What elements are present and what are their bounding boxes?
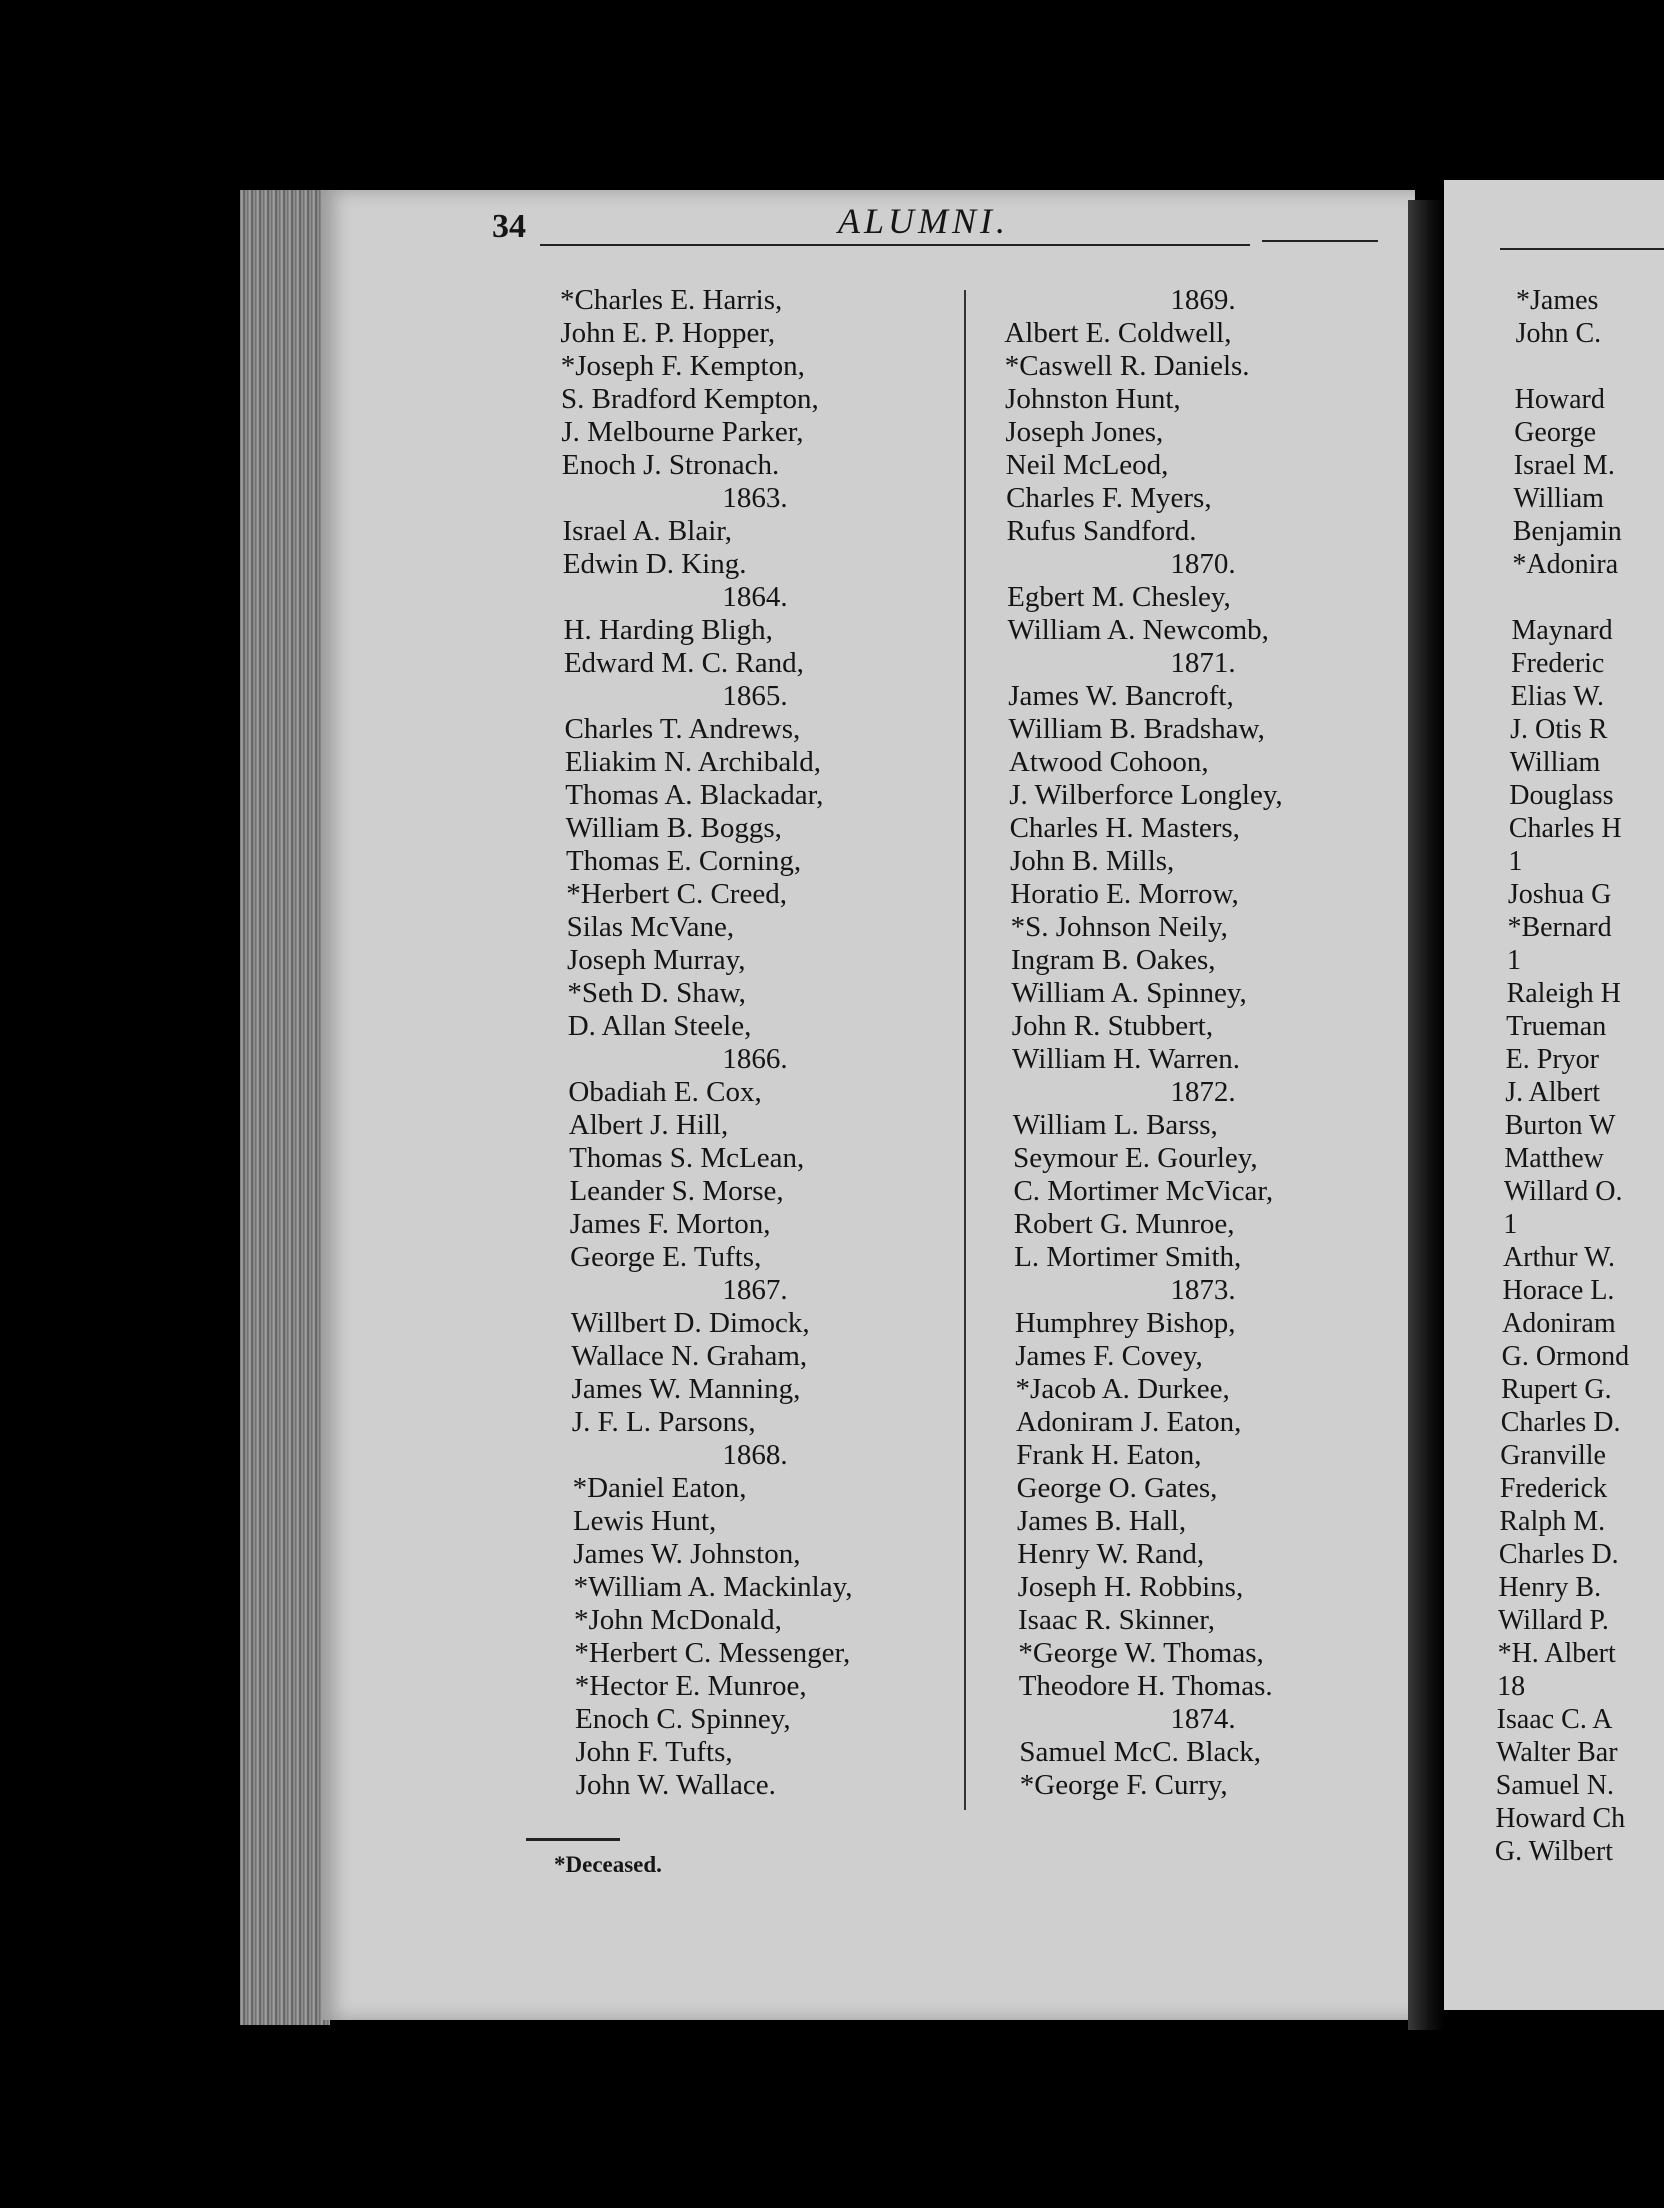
alumnus-name: Isaac R. Skinner, bbox=[1018, 1604, 1215, 1636]
next-page-line: Horace L. bbox=[1502, 1275, 1615, 1306]
next-page-line: Douglass bbox=[1509, 780, 1614, 811]
alumnus-name: Willbert D. Dimock, bbox=[570, 1307, 810, 1339]
next-page-line: Frederick bbox=[1499, 1473, 1608, 1504]
next-page-line bbox=[1515, 350, 1629, 383]
alumnus-name: Charles H. Masters, bbox=[1009, 812, 1240, 844]
page-number: 34 bbox=[492, 208, 526, 245]
next-page-line: John C. bbox=[1515, 318, 1602, 349]
alumnus-name: John F. Tufts, bbox=[575, 1736, 733, 1768]
alumnus-name: C. Mortimer McVicar, bbox=[1013, 1175, 1274, 1207]
alumnus-name: William H. Warren. bbox=[1012, 1043, 1240, 1075]
alumnus-name: *Herbert C. Creed, bbox=[566, 878, 787, 910]
alumnus-name: George E. Tufts, bbox=[570, 1241, 762, 1273]
alumnus-name: John R. Stubbert, bbox=[1011, 1010, 1214, 1042]
class-year-heading: 1863. bbox=[722, 482, 788, 514]
alumnus-name: D. Allan Steele, bbox=[567, 1010, 752, 1042]
alumnus-name: Ingram B. Oakes, bbox=[1011, 944, 1216, 976]
alumnus-name: Seymour E. Gourley, bbox=[1013, 1142, 1258, 1174]
next-page-line: Trueman bbox=[1506, 1011, 1607, 1042]
running-title: ALUMNI. bbox=[838, 201, 1009, 241]
alumnus-name: J. Wilberforce Longley, bbox=[1009, 779, 1283, 811]
next-page-line: 1 bbox=[1507, 945, 1521, 976]
class-year-heading: 1873. bbox=[1170, 1274, 1236, 1306]
alumnus-name: Joseph H. Robbins, bbox=[1017, 1571, 1244, 1603]
next-page-line: *Adonira bbox=[1512, 549, 1619, 580]
alumnus-name: Rufus Sandford. bbox=[1006, 515, 1197, 547]
alumnus-name: Obadiah E. Cox, bbox=[568, 1076, 762, 1108]
alumnus-name: Wallace N. Graham, bbox=[571, 1340, 808, 1372]
alumnus-name: Horatio E. Morrow, bbox=[1010, 878, 1239, 910]
alumnus-name: *Joseph F. Kempton, bbox=[560, 350, 805, 382]
left-name-column bbox=[560, 284, 950, 1802]
class-year-heading: 1868. bbox=[722, 1439, 788, 1471]
alumnus-name: H. Harding Bligh, bbox=[563, 614, 773, 646]
alumnus-name: *George F. Curry, bbox=[1019, 1769, 1228, 1801]
alumnus-name: Adoniram J. Eaton, bbox=[1015, 1406, 1242, 1438]
alumnus-name: Albert J. Hill, bbox=[568, 1109, 729, 1141]
alumnus-name: *William A. Mackinlay, bbox=[573, 1571, 853, 1603]
next-page-line: *H. Albert bbox=[1497, 1638, 1616, 1669]
next-page-line: Maynard bbox=[1511, 615, 1613, 646]
next-page-line: Henry B. bbox=[1498, 1572, 1602, 1603]
next-page-line: Isaac C. A bbox=[1496, 1704, 1613, 1735]
alumnus-name: *John McDonald, bbox=[574, 1604, 782, 1636]
next-page-line: *Bernard bbox=[1507, 912, 1612, 943]
next-page-line: Rupert G. bbox=[1501, 1374, 1612, 1405]
alumnus-name: Joseph Murray, bbox=[567, 944, 746, 976]
next-page-line: Benjamin bbox=[1512, 516, 1622, 547]
alumnus-name: John W. Wallace. bbox=[575, 1769, 776, 1801]
alumnus-name: Robert G. Munroe, bbox=[1013, 1208, 1235, 1240]
alumnus-name: Frank H. Eaton, bbox=[1016, 1439, 1202, 1471]
alumnus-name: William A. Newcomb, bbox=[1007, 614, 1269, 646]
next-page-line: Granville bbox=[1500, 1440, 1606, 1471]
next-page-line: George bbox=[1514, 417, 1597, 448]
alumnus-name: *George W. Thomas, bbox=[1018, 1637, 1264, 1669]
next-page-column bbox=[1494, 284, 1630, 1868]
alumnus-name: Edwin D. King. bbox=[562, 548, 747, 580]
next-page-line: Charles D. bbox=[1500, 1407, 1621, 1438]
alumnus-name: Joseph Jones, bbox=[1005, 416, 1164, 448]
next-page-header-rule bbox=[1500, 248, 1664, 250]
alumnus-name: Humphrey Bishop, bbox=[1014, 1307, 1236, 1339]
next-page-line: Arthur W. bbox=[1502, 1242, 1615, 1273]
alumnus-name: S. Bradford Kempton, bbox=[561, 383, 819, 415]
class-year-heading: 1865. bbox=[722, 680, 788, 712]
next-page-line: Willard P. bbox=[1498, 1605, 1609, 1636]
page-edges bbox=[240, 190, 330, 2025]
alumnus-name: Thomas A. Blackadar, bbox=[565, 779, 824, 811]
alumnus-name: Enoch J. Stronach. bbox=[561, 449, 780, 481]
alumnus-name: William L. Barss, bbox=[1012, 1109, 1218, 1141]
next-page-line: Samuel N. bbox=[1495, 1770, 1614, 1801]
alumnus-name: Johnston Hunt, bbox=[1005, 383, 1181, 415]
alumnus-name: James B. Hall, bbox=[1016, 1505, 1187, 1537]
alumnus-name: Eliakim N. Archibald, bbox=[564, 746, 822, 778]
alumnus-name: Theodore H. Thomas. bbox=[1018, 1670, 1273, 1702]
class-year-heading: 1870. bbox=[1170, 548, 1236, 580]
next-page-line: William bbox=[1509, 747, 1601, 778]
next-page-line: Walter Bar bbox=[1496, 1737, 1618, 1768]
next-page-line: 1 bbox=[1508, 846, 1523, 877]
next-page-line: Frederic bbox=[1511, 648, 1605, 679]
next-page-line bbox=[1512, 581, 1629, 614]
alumnus-name: John B. Mills, bbox=[1009, 845, 1175, 877]
next-page-line: E. Pryor bbox=[1505, 1044, 1599, 1075]
book-gutter bbox=[1408, 200, 1444, 2030]
footnote: *Deceased. bbox=[554, 1852, 662, 1877]
next-page-line: Adoniram bbox=[1502, 1308, 1616, 1339]
alumnus-name: James W. Bancroft, bbox=[1008, 680, 1234, 712]
next-page-line: Joshua G bbox=[1507, 879, 1612, 910]
next-page-line: Elias W. bbox=[1510, 681, 1604, 712]
next-page-line: Israel M. bbox=[1513, 450, 1615, 481]
class-year-heading: 1869. bbox=[1170, 284, 1236, 316]
next-page-line: Matthew bbox=[1504, 1143, 1604, 1174]
alumnus-name: William A. Spinney, bbox=[1011, 977, 1247, 1009]
alumnus-name: J. Melbourne Parker, bbox=[561, 416, 804, 448]
class-year-heading: 1867. bbox=[722, 1274, 788, 1306]
alumnus-name: Israel A. Blair, bbox=[562, 515, 733, 547]
next-page-line: Willard O. bbox=[1503, 1176, 1623, 1207]
alumnus-name: *S. Johnson Neily, bbox=[1010, 911, 1228, 943]
next-page-line: G. Ormond bbox=[1501, 1341, 1630, 1372]
header-rule-right bbox=[1262, 240, 1378, 242]
next-page-line: Burton W bbox=[1504, 1110, 1616, 1141]
class-year-heading: 1874. bbox=[1170, 1703, 1236, 1735]
next-page-line: 1 bbox=[1503, 1209, 1518, 1240]
alumnus-name: *Herbert C. Messenger, bbox=[574, 1637, 851, 1669]
alumnus-name: Thomas S. McLean, bbox=[569, 1142, 805, 1174]
alumnus-name: George O. Gates, bbox=[1016, 1472, 1218, 1504]
alumnus-name: Egbert M. Chesley, bbox=[1007, 581, 1231, 613]
alumnus-name: James W. Manning, bbox=[571, 1373, 801, 1405]
alumnus-name: Charles F. Myers, bbox=[1006, 482, 1212, 514]
next-page-line: J. Otis R bbox=[1510, 714, 1608, 745]
class-year-heading: 1871. bbox=[1170, 647, 1236, 679]
next-page-line: Charles H bbox=[1508, 813, 1622, 844]
next-page-line: Ralph M. bbox=[1499, 1506, 1606, 1537]
alumnus-name: Albert E. Coldwell, bbox=[1004, 317, 1232, 349]
alumnus-name: James F. Covey, bbox=[1015, 1340, 1203, 1372]
next-page-line: 18 bbox=[1497, 1671, 1526, 1702]
next-page-line: G. Wilbert bbox=[1494, 1836, 1613, 1867]
alumnus-name: *Daniel Eaton, bbox=[572, 1472, 747, 1504]
alumnus-name: Atwood Cohoon, bbox=[1008, 746, 1209, 778]
class-year-heading: 1872. bbox=[1170, 1076, 1236, 1108]
alumnus-name: J. F. L. Parsons, bbox=[571, 1406, 756, 1438]
alumnus-name: John E. P. Hopper, bbox=[560, 317, 776, 349]
next-page-line: Raleigh H bbox=[1506, 978, 1621, 1009]
alumnus-name: *Jacob A. Durkee, bbox=[1015, 1373, 1230, 1405]
footnote-rule bbox=[526, 1838, 620, 1841]
alumnus-name: Charles T. Andrews, bbox=[564, 713, 801, 745]
alumnus-name: William B. Boggs, bbox=[565, 812, 782, 844]
alumnus-name: Leander S. Morse, bbox=[569, 1175, 784, 1207]
next-page-line: William bbox=[1513, 483, 1604, 514]
alumnus-name: Edward M. C. Rand, bbox=[563, 647, 804, 679]
alumnus-name: *Caswell R. Daniels. bbox=[1004, 350, 1250, 382]
alumnus-name: William B. Bradshaw, bbox=[1008, 713, 1265, 745]
right-name-column bbox=[1004, 284, 1394, 1802]
alumnus-name: Thomas E. Corning, bbox=[565, 845, 802, 877]
alumnus-name: Samuel McC. Black, bbox=[1019, 1736, 1262, 1768]
alumnus-name: Henry W. Rand, bbox=[1017, 1538, 1205, 1570]
next-page-line: Howard bbox=[1514, 384, 1605, 415]
alumnus-name: Neil McLeod, bbox=[1005, 449, 1169, 481]
column-divider bbox=[964, 290, 966, 1810]
alumnus-name: L. Mortimer Smith, bbox=[1014, 1241, 1242, 1273]
alumnus-name: *Seth D. Shaw, bbox=[567, 977, 746, 1009]
class-year-heading: 1866. bbox=[722, 1043, 788, 1075]
next-page-line: *James bbox=[1516, 285, 1599, 316]
next-page-line: Howard Ch bbox=[1495, 1803, 1626, 1834]
next-page-line: Charles D. bbox=[1498, 1539, 1619, 1570]
class-year-heading: 1864. bbox=[722, 581, 788, 613]
alumnus-name: Silas McVane, bbox=[566, 911, 735, 943]
next-page-line: J. Albert bbox=[1505, 1077, 1601, 1108]
alumnus-name: *Hector E. Munroe, bbox=[574, 1670, 807, 1702]
header-rule-left bbox=[540, 244, 1250, 246]
alumnus-name: James W. Johnston, bbox=[573, 1538, 801, 1570]
alumnus-name: James F. Morton, bbox=[569, 1208, 771, 1240]
alumnus-name: Lewis Hunt, bbox=[572, 1505, 717, 1537]
alumnus-name: *Charles E. Harris, bbox=[560, 284, 783, 316]
alumnus-name: Enoch C. Spinney, bbox=[575, 1703, 791, 1735]
